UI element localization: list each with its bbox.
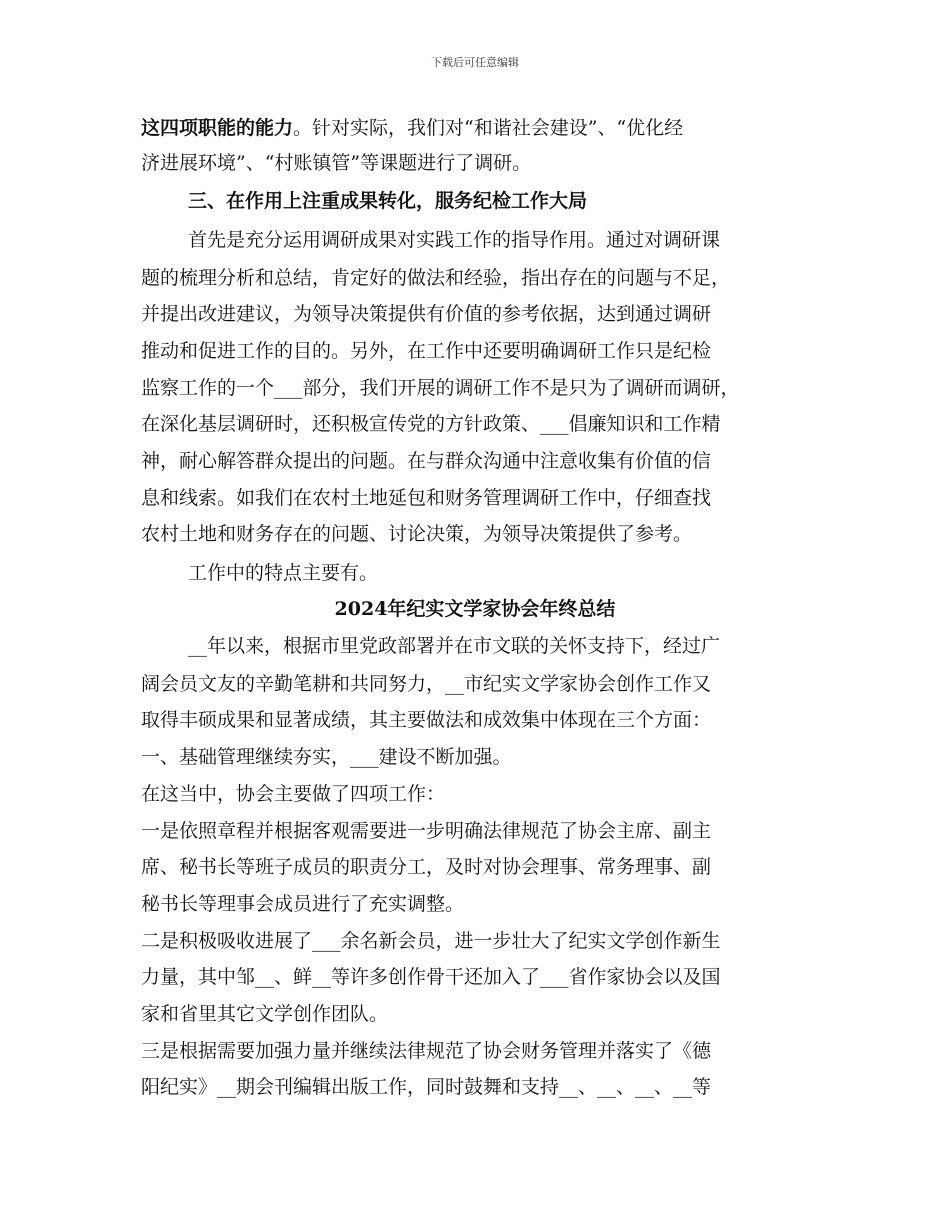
body-line-1 — [141, 116, 831, 140]
body-line-8: 监察工作的一个___部分，我们开展的调研工作不是只为了调研而调研， — [141, 377, 740, 399]
body-line-26: 三是根据需要加强力量并继续法律规范了协会财务管理并落实了《德 — [141, 1040, 712, 1062]
body-line-20: 一是依照章程并根据客观需要进一步明确法律规范了协会主席、副主 — [141, 820, 712, 842]
body-line-19: 在这当中，协会主要做了四项工作： — [141, 783, 446, 805]
body-line-2: 济进展环境”、“村账镇管”等课题进行了调研。 — [141, 152, 532, 174]
body-line-13: 工作中的特点主要有。 — [188, 562, 379, 584]
body-line-9: 在深化基层调研时，还积极宣传党的方针政策、___倡廉知识和工作精 — [141, 413, 721, 435]
body-line-5: 题的梳理分析和总结，肯定好的做法和经验，指出存在的问题与不足， — [141, 267, 731, 289]
line-1-rest: 。针对实际，我们对“和谐社会建设”、“优化经 — [293, 117, 684, 139]
body-line-11: 息和线索。如我们在农村土地延包和财务管理调研工作中，仔细查找 — [141, 487, 712, 509]
bold-lead: 这四项职能的能力 — [141, 117, 294, 139]
body-line-12: 农村土地和财务存在的问题、讨论决策，为领导决策提供了参考。 — [141, 523, 693, 545]
body-line-4: 首先是充分运用调研成果对实践工作的指导作用。通过对调研课 — [188, 229, 721, 251]
body-line-22: 秘书长等理事会成员进行了充实调整。 — [141, 893, 465, 915]
body-line-23: 二是积极吸收进展了___余名新会员，进一步壮大了纪实文学创作新生 — [141, 930, 721, 952]
page-header: 下载后可任意编辑 — [431, 56, 519, 69]
body-line-18: 一、基础管理继续夯实，___建设不断加强。 — [141, 746, 512, 768]
body-line-10: 神，耐心解答群众提出的问题。在与群众沟通中注意收集有价值的信 — [141, 450, 712, 472]
body-line-21: 席、秘书长等班子成员的职责分工，及时对协会理事、常务理事、副 — [141, 856, 712, 878]
body-line-17: 取得丰硕成果和显著成绩，其主要做法和成效集中体现在三个方面： — [141, 709, 712, 731]
body-line-24: 力量，其中邹__、鲜__等许多创作骨干还加入了___省作家协会以及国 — [141, 966, 721, 988]
body-line-15: __年以来，根据市里党政部署并在市文联的关怀支持下，经过广 — [188, 635, 721, 657]
body-line-6: 并提出改进建议，为领导决策提供有价值的参考依据，达到通过调研 — [141, 303, 712, 325]
section-heading-3: 三、在作用上注重成果转化，服务纪检工作大局 — [188, 190, 588, 212]
body-line-25: 家和省里其它文学创作团队。 — [141, 1003, 389, 1025]
body-line-27: 阳纪实》__期会刊编辑出版工作，同时鼓舞和支持__、__、__、__等 — [141, 1076, 712, 1098]
body-line-7: 推动和促进工作的目的。另外，在工作中还要明确调研工作只是纪检 — [141, 340, 712, 362]
document-title: 2024年纪实文学家协会年终总结 — [334, 598, 616, 620]
body-line-16: 阔会员文友的辛勤笔耕和共同努力，__市纪实文学家协会创作工作又 — [141, 673, 712, 695]
